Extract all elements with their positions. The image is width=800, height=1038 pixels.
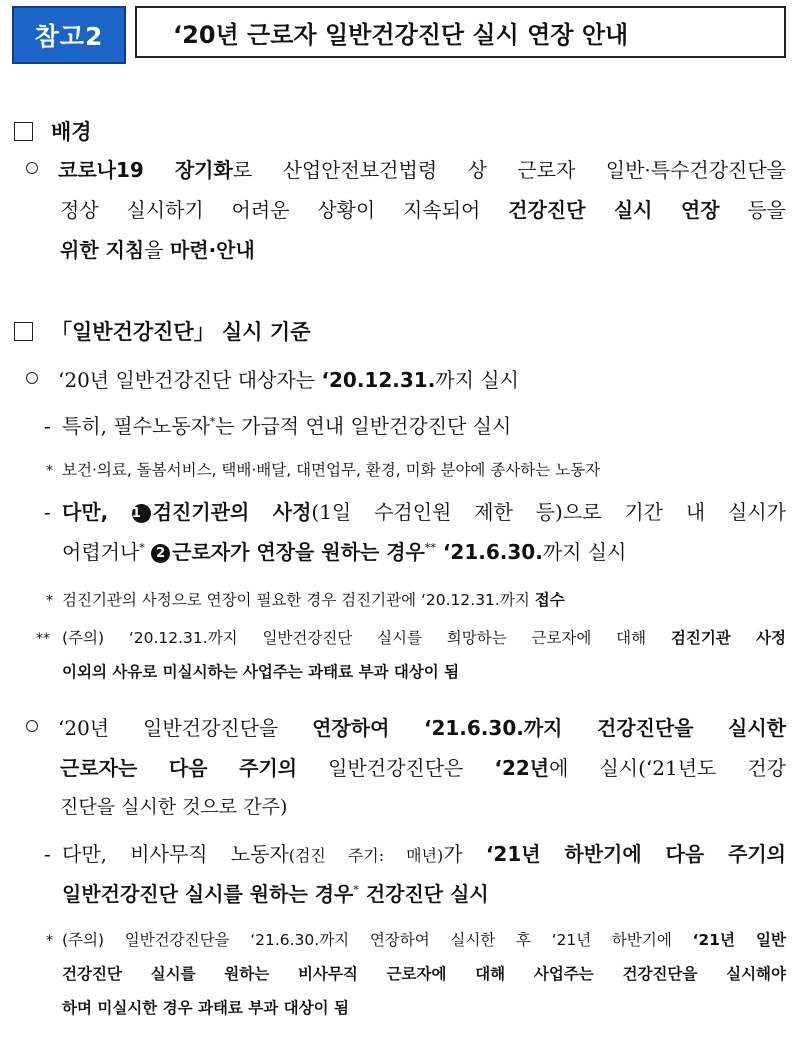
criteria-note-2: * 검진기관의 사정으로 연장이 필요한 경우 검진기관에 ‘20.12.31.까지 접수: [46, 591, 565, 609]
dash-bullet-icon: -: [44, 414, 51, 438]
criteria-sub-2-line-1: - 다만, 1 검진기관의 사정(1일 수검인원 제한 등)으로 기간 내 실시가: [44, 500, 786, 524]
criteria-note-4-line-2: 건강진단 실시를 원하는 비사무직 근로자에 대해 사업주는 건강진단을 실시해야: [62, 965, 786, 983]
dash-bullet-icon: -: [44, 842, 51, 866]
criteria-item-2-line-2: 근로자는 다음 주기의 일반건강진단은 ‘22년에 실시(‘21년도 건강: [60, 756, 786, 780]
criteria-sub-2-line-2: 어렵거나* 2 근로자가 연장을 원하는 경우** ‘21.6.30.까지 실시: [62, 540, 627, 564]
checkbox-square-icon: [14, 322, 33, 341]
criteria-sub-3-line-1: - 다만, 비사무직 노동자(검진 주기: 매년)가 ‘21년 하반기에 다음 주기의: [44, 842, 786, 866]
criteria-item-1: ‘20년 일반건강진단 대상자는 ‘20.12.31.까지 실시: [26, 364, 519, 393]
number-2-icon: 2: [151, 544, 170, 563]
criteria-note-4-line-3: 하며 미실시한 경우 과태료 부과 대상이 됨: [62, 999, 349, 1017]
asterisk-icon: *: [46, 933, 53, 949]
circle-bullet-icon: [26, 162, 38, 174]
section-heading-criteria: [14, 316, 310, 346]
criteria-note-3-line-1: ** (주의) ‘20.12.31.까지 일반건강진단 실시를 희망하는 근로자에 대해 검진기관 사정: [36, 629, 786, 647]
header: [12, 6, 788, 62]
dash-bullet-icon: -: [44, 500, 51, 524]
asterisk-icon: *: [46, 593, 53, 609]
background-paragraph-line-3: 위한 지침을 마련·안내: [60, 238, 255, 262]
number-1-icon: 1: [132, 504, 151, 523]
criteria-note-1: * 보건·의료, 돌봄서비스, 택배·배달, 대면업무, 환경, 미화 분야에 종사하는 노동자: [46, 461, 601, 479]
background-paragraph-line-2: 정상 실시하기 어려운 상황이 지속되어 건강진단 실시 연장 등을: [60, 198, 786, 222]
page-title-text: ‘20년 근로자 일반건강진단 실시 연장 안내: [173, 20, 629, 49]
double-asterisk-icon: **: [36, 631, 50, 647]
criteria-note-3-line-2: 이외의 사유로 미실시하는 사업주는 과태료 부과 대상이 됨: [62, 663, 460, 681]
circle-bullet-icon: [26, 372, 38, 384]
criteria-item-2-line-1: ‘20년 일반건강진단을 연장하여 ‘21.6.30.까지 건강진단을 실시한: [26, 712, 786, 741]
section-heading-text: 배경: [51, 119, 92, 144]
reference-badge: 참고2: [12, 6, 126, 64]
background-paragraph-line-1: 코로나19 장기화로 산업안전보건법령 상 근로자 일반·특수건강진단을: [26, 154, 786, 183]
section-heading-background: [14, 116, 92, 146]
asterisk-icon: *: [46, 463, 53, 479]
section-heading-text: 「일반건강진단」 실시 기준: [51, 319, 311, 344]
criteria-item-2-line-3: 진단을 실시한 것으로 간주): [60, 796, 288, 818]
page-title: [135, 6, 786, 58]
criteria-note-4-line-1: * (주의) 일반건강진단을 ‘21.6.30.까지 연장하여 실시한 후 ‘21년 하반기에 ‘21년 일반: [46, 931, 787, 949]
criteria-sub-1: - 특히, 필수노동자*는 가급적 연내 일반건강진단 실시: [44, 414, 512, 438]
checkbox-square-icon: [14, 122, 33, 141]
criteria-sub-3-line-2: 일반건강진단 실시를 원하는 경우* 건강진단 실시: [62, 882, 489, 906]
circle-bullet-icon: [26, 720, 38, 732]
